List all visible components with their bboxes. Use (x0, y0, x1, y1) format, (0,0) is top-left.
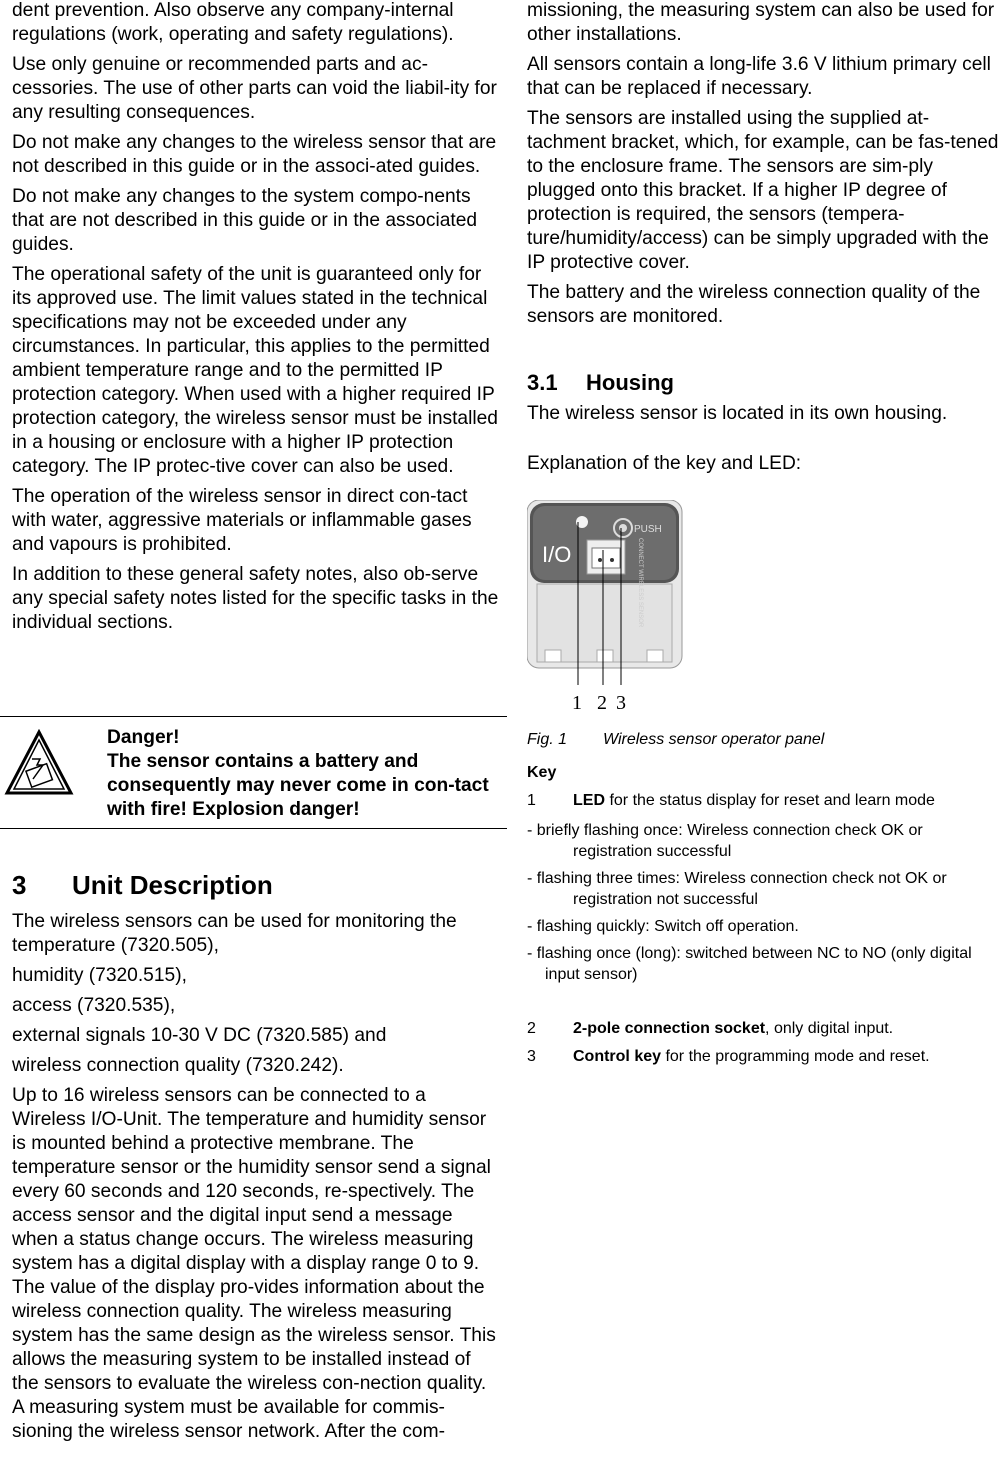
callout-2: 2 (597, 692, 607, 714)
caption-label: Fig. 1 (527, 731, 568, 748)
paragraph: The operation of the wireless sensor in direct con-tact with water, aggressive materials or inflammable gases and vapours is prohibited. (12, 486, 472, 555)
section-number: 3 (12, 870, 27, 900)
key-item-3: 3 Control key for the programming mode and reset. (527, 1048, 930, 1065)
caption-text: Wireless sensor operator panel (603, 731, 825, 748)
paragraph: The battery and the wireless connection quality of the sensors are monitored. (527, 282, 981, 327)
push-label: PUSH (634, 524, 662, 535)
warning-title: Danger! (107, 727, 180, 748)
led-state-item: - flashing three times: Wireless connection check not OK or registration not successful (527, 870, 947, 908)
list-line: external signals 10-30 V DC (7320.585) and (12, 1025, 387, 1046)
led-state-item: - briefly flashing once: Wireless connection check OK or registration successful (527, 822, 923, 860)
paragraph: dent prevention. Also observe any company-internal regulations (work, operating and safety regulations). (12, 0, 454, 45)
section-title: Unit Description (72, 870, 273, 900)
housing-section (527, 370, 999, 482)
warning-text (107, 726, 502, 822)
paragraph: The wireless sensors can be used for monitoring the temperature (7320.505), (12, 911, 457, 956)
paragraph: In addition to these general safety notes, also ob-serve any special safety notes listed for the specific tasks in the individual sections. (12, 564, 499, 633)
paragraph: Do not make any changes to the system compo-nents that are not described in this guide or in the associated guides. (12, 186, 478, 255)
list-line: humidity (7320.515), (12, 965, 187, 986)
callout-3: 3 (616, 692, 626, 714)
paragraph: Use only genuine or recommended parts and ac-cessories. The use of other parts can void the liabil-ity for any resulting consequences. (12, 54, 497, 123)
list-line: wireless connection quality (7320.242). (12, 1055, 344, 1076)
io-label: I/O (542, 542, 572, 567)
key-item-1: 1 LED for the status display for reset and learn mode (527, 792, 935, 809)
paragraph: Up to 16 wireless sensors can be connected to a Wireless I/O-Unit. The temperature and humidity sensor is mounted behind a protective membrane. The temperature sensor or the humidity sensor send a signal every 60 seconds and 120 seconds, re-spectively. The access sensor and the digital input send a message when a status change occurs. The wireless measuring system has a digital display with a display range 0 to 9. The value of the display pro-vides information about the wireless connection quality. The wireless measuring system has the same design as the wireless sensor. This allows the measuring system to be installed instead of the sensors to evaluate the wireless con-nection quality. A measuring system must be available for commis-sioning the wireless sensor network. After the com- (12, 1085, 496, 1442)
list-line: access (7320.535), (12, 995, 176, 1016)
device-side-label: CONNECT WIRELESS SENSOR (637, 538, 643, 628)
callout-1: 1 (572, 692, 582, 714)
key-heading: Key (527, 764, 557, 781)
unit-description (12, 910, 500, 1450)
danger-notice (0, 716, 507, 829)
caption (527, 731, 999, 749)
paragraph: The operational safety of the unit is guaranteed only for its approved use. The limit values stated in the technical specifications may not be exceeded under any circumstances. In particular, this applies to the permitted ambient temperature range and to the permitted IP protection category. When used with a higher required IP protection category, the wireless sensor must be installed in a housing or enclosure with a higher IP protection category. The IP protec-tive cover can also be used. (12, 264, 498, 477)
subsection-title: Housing (586, 370, 674, 395)
warning-body: The sensor contains a battery and consequently may never come in con-tact with fire! Explosion danger! (107, 751, 489, 820)
led-state-item: - flashing quickly: Switch off operation. (527, 918, 799, 935)
key-legend (527, 764, 999, 1067)
figure-caption (527, 731, 999, 749)
subsection-number: 3.1 (527, 370, 558, 395)
subsection-heading (527, 370, 999, 396)
paragraph: Explanation of the key and LED: (527, 453, 802, 474)
paragraph: All sensors contain a long-life 3.6 V lithium primary cell that can be replaced if necessary. (527, 54, 991, 99)
paragraph: Do not make any changes to the wireless sensor that are not described in this guide or in the associ-ated guides. (12, 132, 497, 177)
right-column (527, 0, 999, 335)
left-column (12, 0, 500, 641)
sensor-panel-figure (527, 500, 687, 718)
paragraph: The wireless sensor is located in its own housing. (527, 403, 948, 424)
warning-triangle-icon (4, 729, 74, 799)
paragraph: missioning, the measuring system can also be used for other installations. (527, 0, 995, 45)
paragraph: The sensors are installed using the supplied at-tachment bracket, which, for example, can be fas-tened to the enclosure frame. The sensors are sim-ply plugged onto this bracket. If a higher IP degree of protection is required, the sensors (tempera-ture/humidity/access) can be simply upgraded with the IP protective cover. (527, 108, 999, 273)
key-item-2: 2 2-pole connection socket, only digital input. (527, 1020, 894, 1037)
led-state-item: - flashing once (long): switched between NC to NO (only digital input sensor) (527, 945, 972, 983)
section-heading (12, 870, 500, 901)
